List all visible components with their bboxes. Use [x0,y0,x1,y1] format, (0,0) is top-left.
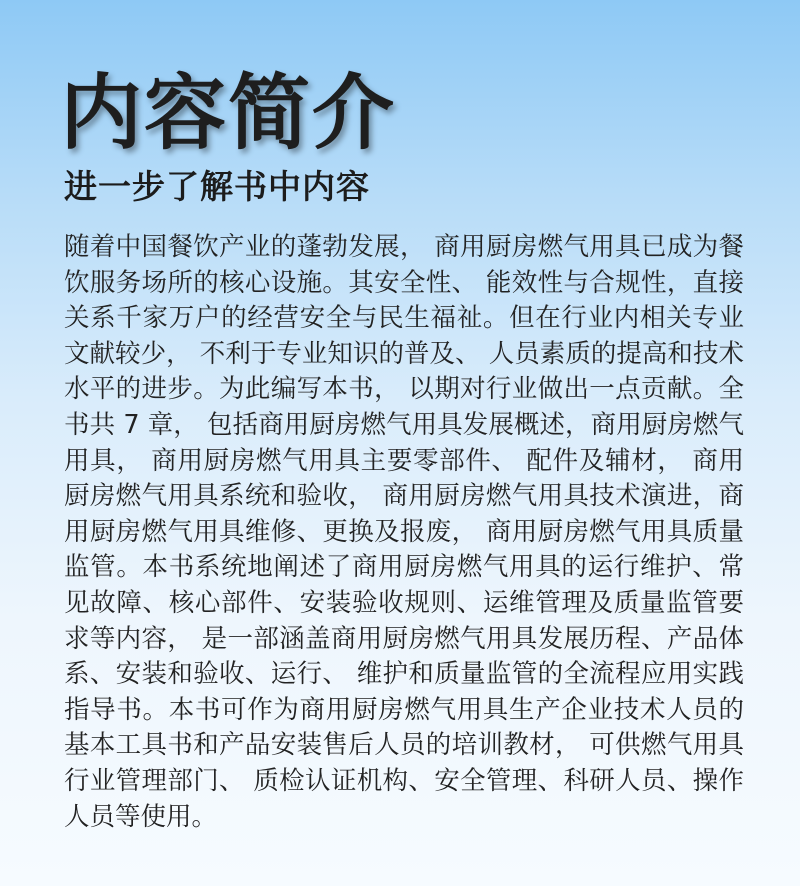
page-title: 内容简介 [60,66,397,161]
page-subtitle: 进一步了解书中内容 [64,167,370,206]
intro-paragraph: 随着中国餐饮产业的蓬勃发展， 商用厨房燃气用具已成为餐饮服务场所的核心设施。其安全性、 能效性与合规性，直接关系千家万户的经营安全与民生福祉。但在行业内相关专业文献较少， 不利于专业知识的普及、 人员素质的提高和技术水平的进步。为此编写本书， 以期对行业做出一点贡献。全书共 7 章， 包括商用厨房燃气用具发展概述，商用厨房燃气用具， 商用厨房燃气用具主要零部件、 配件及辅材， 商用厨房燃气用具系统和验收， 商用厨房燃气用具技术演进，商用厨房燃气用具维修、更换及报废， 商用厨房燃气用具质量监管。本书系统地阐述了商用厨房燃气用具的运行维护、常见故障、核心部件、安装验收规则、运维管理及质量监管要求等内容， 是一部涵盖商用厨房燃气用具发展历程、产品体系、安装和验收、运行、 维护和质量监管的全流程应用实践指导书。本书可作为商用厨房燃气用具生产企业技术人员的基本工具书和产品安装售后人员的培训教材， 可供燃气用具行业管理部门、 质检认证机构、安全管理、科研人员、操作人员等使用。 [64,232,744,832]
